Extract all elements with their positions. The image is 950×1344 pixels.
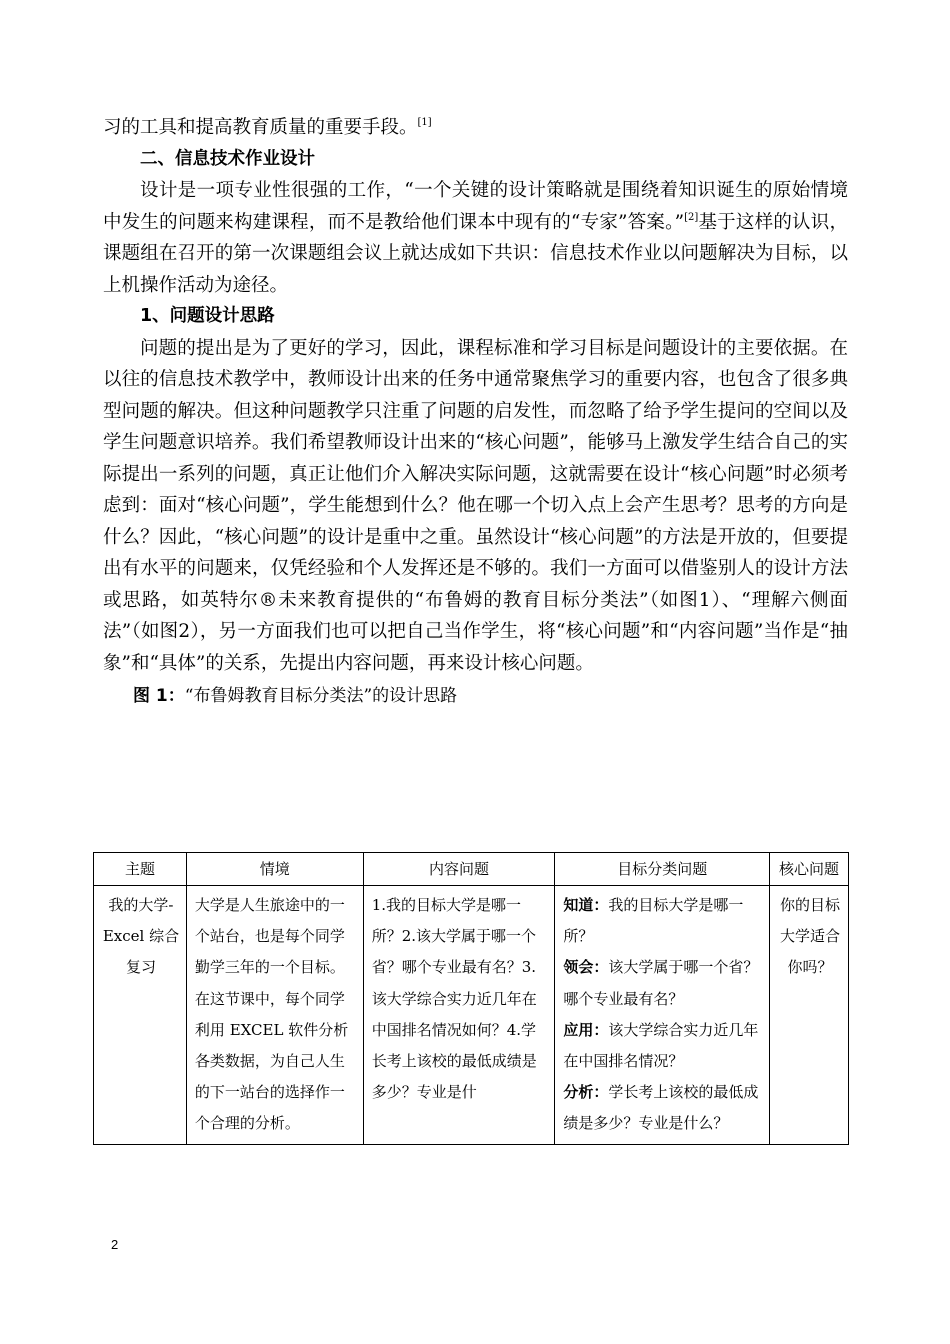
- citation-1: [1]: [417, 117, 432, 128]
- citation-2: [2]: [684, 211, 699, 223]
- paragraph-intro-tail: 习的工具和提高教育质量的重要手段。[1]: [103, 117, 432, 138]
- section-heading: 二、信息技术作业设计: [140, 148, 315, 169]
- table-header-row: [94, 853, 849, 886]
- goal-analysis: 分析：学长考上该校的最低成绩是多少？专业是什么？: [563, 1083, 759, 1133]
- header-goal-questions: 目标分类问题: [555, 853, 770, 886]
- cell-theme: 我的大学-Excel 综合复习: [94, 886, 187, 1145]
- goal-application: 应用：该大学综合实力近几年在中国排名情况？: [563, 1020, 759, 1071]
- subsection-heading: 1、问题设计思路: [140, 306, 275, 326]
- cell-situation: 大学是人生旅途中的一个站台，也是每个同学勤学三年的一个目标。在这节课中，每个同学利用 EXCEL 软件分析各类数据，为自己人生的下一站台的选择作一个合理的分析。: [186, 886, 363, 1145]
- document-body: [103, 112, 848, 711]
- header-situation: 情境: [186, 853, 363, 886]
- header-theme: 主题: [94, 853, 187, 886]
- figure-caption: 图 1：“布鲁姆教育目标分类法”的设计思路: [133, 686, 458, 706]
- goal-comprehension: 领会：该大学属于哪一个省？哪个专业最有名？: [563, 958, 759, 1008]
- cell-content-questions: 1.我的目标大学是哪一所？2.该大学属于哪一个省？哪个专业最有名？3.该大学综合实力近几年在中国排名情况如何？4.学长考上该校的最低成绩是多少？专业是什: [363, 886, 555, 1145]
- cell-goal-questions: [555, 886, 770, 1145]
- cell-core-question: 你的目标大学适合你吗？: [770, 886, 849, 1145]
- bloom-design-table: [93, 852, 849, 1145]
- header-content-questions: 内容问题: [363, 853, 555, 886]
- header-core-question: 核心问题: [770, 853, 849, 886]
- page-number: 2: [111, 1237, 119, 1252]
- paragraph-design: 设计是一项专业性很强的工作，“一个关键的设计策略就是围绕着知识诞生的原始情境中发生的问题来构建课程，而不是教给他们课本中现有的“专家”答案。”[2]基于这样的认识，课题组在召开的第一次课题组会议上就达成如下共识：信息技术作业以问题解决为目标，以上机操作活动为途径。: [103, 180, 848, 296]
- goal-knowledge: 知道：我的目标大学是哪一所？: [563, 896, 744, 946]
- table-row: [94, 886, 849, 1145]
- paragraph-question-design: 问题的提出是为了更好的学习，因此，课程标准和学习目标是问题设计的主要依据。在以往的信息技术教学中，教师设计出来的任务中通常聚焦学习的重要内容，也包含了很多典型问题的解决。但这种问题教学只注重了问题的启发性，而忽略了给予学生提问的空间以及学生问题意识培养。我们希望教师设计出来的“核心问题”，能够马上激发学生结合自己的实际提出一系列的问题，真正让他们介入解决实际问题，这就需要在设计“核心问题”时必须考虑到：面对“核心问题”，学生能想到什么？他在哪一个切入点上会产生思考？思考的方向是什么？因此，“核心问题”的设计是重中之重。虽然设计“核心问题”的方法是开放的，但要提出有水平的问题来，仅凭经验和个人发挥还是不够的。我们一方面可以借鉴别人的设计方法或思路，如英特尔®未来教育提供的“布鲁姆的教育目标分类法”（如图1）、“理解六侧面法”（如图2），另一方面我们也可以把自己当作学生，将“核心问题”和“内容问题”当作是“抽象”和“具体”的关系，先提出内容问题，再来设计核心问题。: [103, 337, 848, 674]
